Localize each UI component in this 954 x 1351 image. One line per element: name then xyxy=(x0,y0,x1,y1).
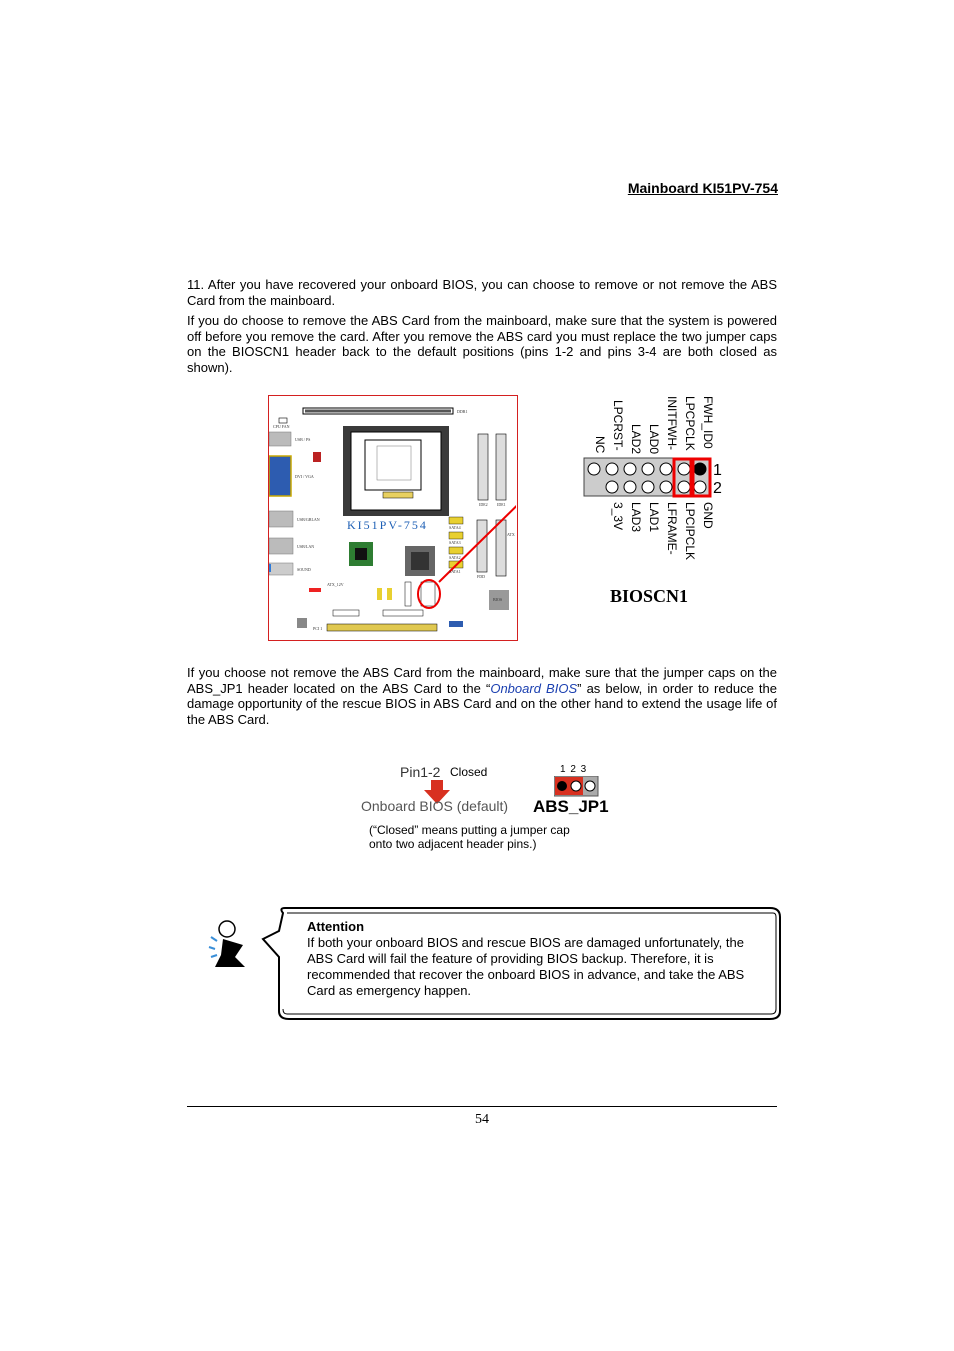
bioscn1-pinout-diagram xyxy=(578,394,738,584)
pci1-label: PCI 1 xyxy=(313,626,323,631)
attention-title: Attention xyxy=(307,919,365,934)
onboard-bios-emphasis: Onboard BIOS xyxy=(490,680,578,696)
pin-number-2: 2 xyxy=(713,480,722,497)
pin-label-lad3: LAD3 xyxy=(629,502,643,533)
dvi-vga-label: DVI / VGA xyxy=(295,474,314,479)
footer-rule xyxy=(187,1106,777,1107)
pin-label-lad2: LAD2 xyxy=(629,424,643,455)
fdd-label: FDD xyxy=(477,574,486,579)
keep-abs-text-after: ” as below, in order to reduce the damage opportunity of the rescue BIOS in ABS Card and on the other hand to extend the usage life of the ABS Card. xyxy=(187,680,777,727)
sata3-label: SATA3 xyxy=(449,540,461,545)
pin-label-initfwh: INITFWH- xyxy=(665,396,679,450)
abs-jp1-label: ABS_JP1 xyxy=(533,797,609,816)
sound-label: SOUND xyxy=(297,567,311,572)
usb-lan-label: USB/LAN xyxy=(297,544,315,549)
sata4-label: SATA4 xyxy=(449,525,461,530)
sata1-label: SATA1 xyxy=(449,569,461,574)
pin-label-lpcrst: LPCRST- xyxy=(611,400,625,451)
warning-person-icon xyxy=(209,919,249,969)
pin-number-1: 1 xyxy=(713,462,722,479)
onboard-bios-default-label: Onboard BIOS (default) xyxy=(361,798,509,814)
pin-label-nc: NC xyxy=(593,436,607,454)
abs-jp1-jumper-diagram xyxy=(360,760,630,860)
ddr-label: DDR1 xyxy=(457,409,468,414)
cpu-fan-label: CPU FAN xyxy=(273,424,290,429)
bios-chip-label: BIOS xyxy=(493,597,503,602)
usb-ps-label: USB / PS xyxy=(295,437,311,442)
pin-label-lad0: LAD0 xyxy=(647,424,661,455)
pin-label-lframe: LFRAME- xyxy=(665,502,679,555)
page-header-title: Mainboard KI51PV-754 xyxy=(627,180,778,196)
pin-label-3-3v: 3_3V xyxy=(611,502,625,531)
bioscn1-caption: BIOSCN1 xyxy=(610,586,689,606)
abs-jp1-header-icon xyxy=(554,776,600,798)
atx12v-label: ATX_12V xyxy=(327,582,344,587)
attention-content xyxy=(307,919,762,999)
step11-paragraph-1: 11. After you have recovered your onboard BIOS, you can choose to remove or not remove the ABS Card from the mainboard. xyxy=(187,277,777,308)
board-model-label: KI51PV-754 xyxy=(347,518,428,532)
usb-gblan-label: USB/GBLAN xyxy=(297,517,320,522)
closed-note-line1: (“Closed” means putting a jumper cap xyxy=(369,823,570,837)
pin-label-fwh-id0: FWH_ID0 xyxy=(701,396,715,449)
attention-body: If both your onboard BIOS and rescue BIOS are damaged unfortunately, the ABS Card will fail the feature of providing BIOS backup. Therefore, it is recommended that recover the onboard BIOS in advance, and take the ABS Card as emergency happen. xyxy=(307,935,745,998)
page-number: 54 xyxy=(475,1112,489,1127)
jp1-pin-numbers: 1 2 3 xyxy=(560,764,587,775)
pin-label-lpcpclk: LPCPCLK xyxy=(683,396,697,451)
keep-abs-paragraph xyxy=(187,665,777,727)
atx-label: ATX xyxy=(507,532,515,537)
sata2-label: SATA2 xyxy=(449,555,461,560)
keep-abs-text: If you choose not remove the ABS Card from the mainboard, make sure that the jumper caps on the ABS_JP1 header located on the ABS Card to the “ xyxy=(187,665,777,696)
ide1-label: IDE1 xyxy=(497,502,506,507)
pin-label-lad1: LAD1 xyxy=(647,502,661,533)
closed-label: Closed xyxy=(450,765,488,779)
closed-note-line2: onto two adjacent header pins.) xyxy=(369,837,537,851)
ide2-label: IDE2 xyxy=(479,502,488,507)
pin1-2-label: Pin1-2 xyxy=(400,764,441,780)
pin-label-lpcipclk: LPCIPCLK xyxy=(683,502,697,561)
pin-label-gnd: GND xyxy=(701,502,715,529)
mainboard-layout-figure xyxy=(268,395,518,641)
step11-paragraph-2: If you do choose to remove the ABS Card from the mainboard, make sure that the system is powered off before you remove the card. After you remove the ABS card you must replace the two jumper caps on the BIOSCN1 header back to the default positions (pins 1-2 and pins 3-4 are both closed as shown). xyxy=(187,313,777,375)
